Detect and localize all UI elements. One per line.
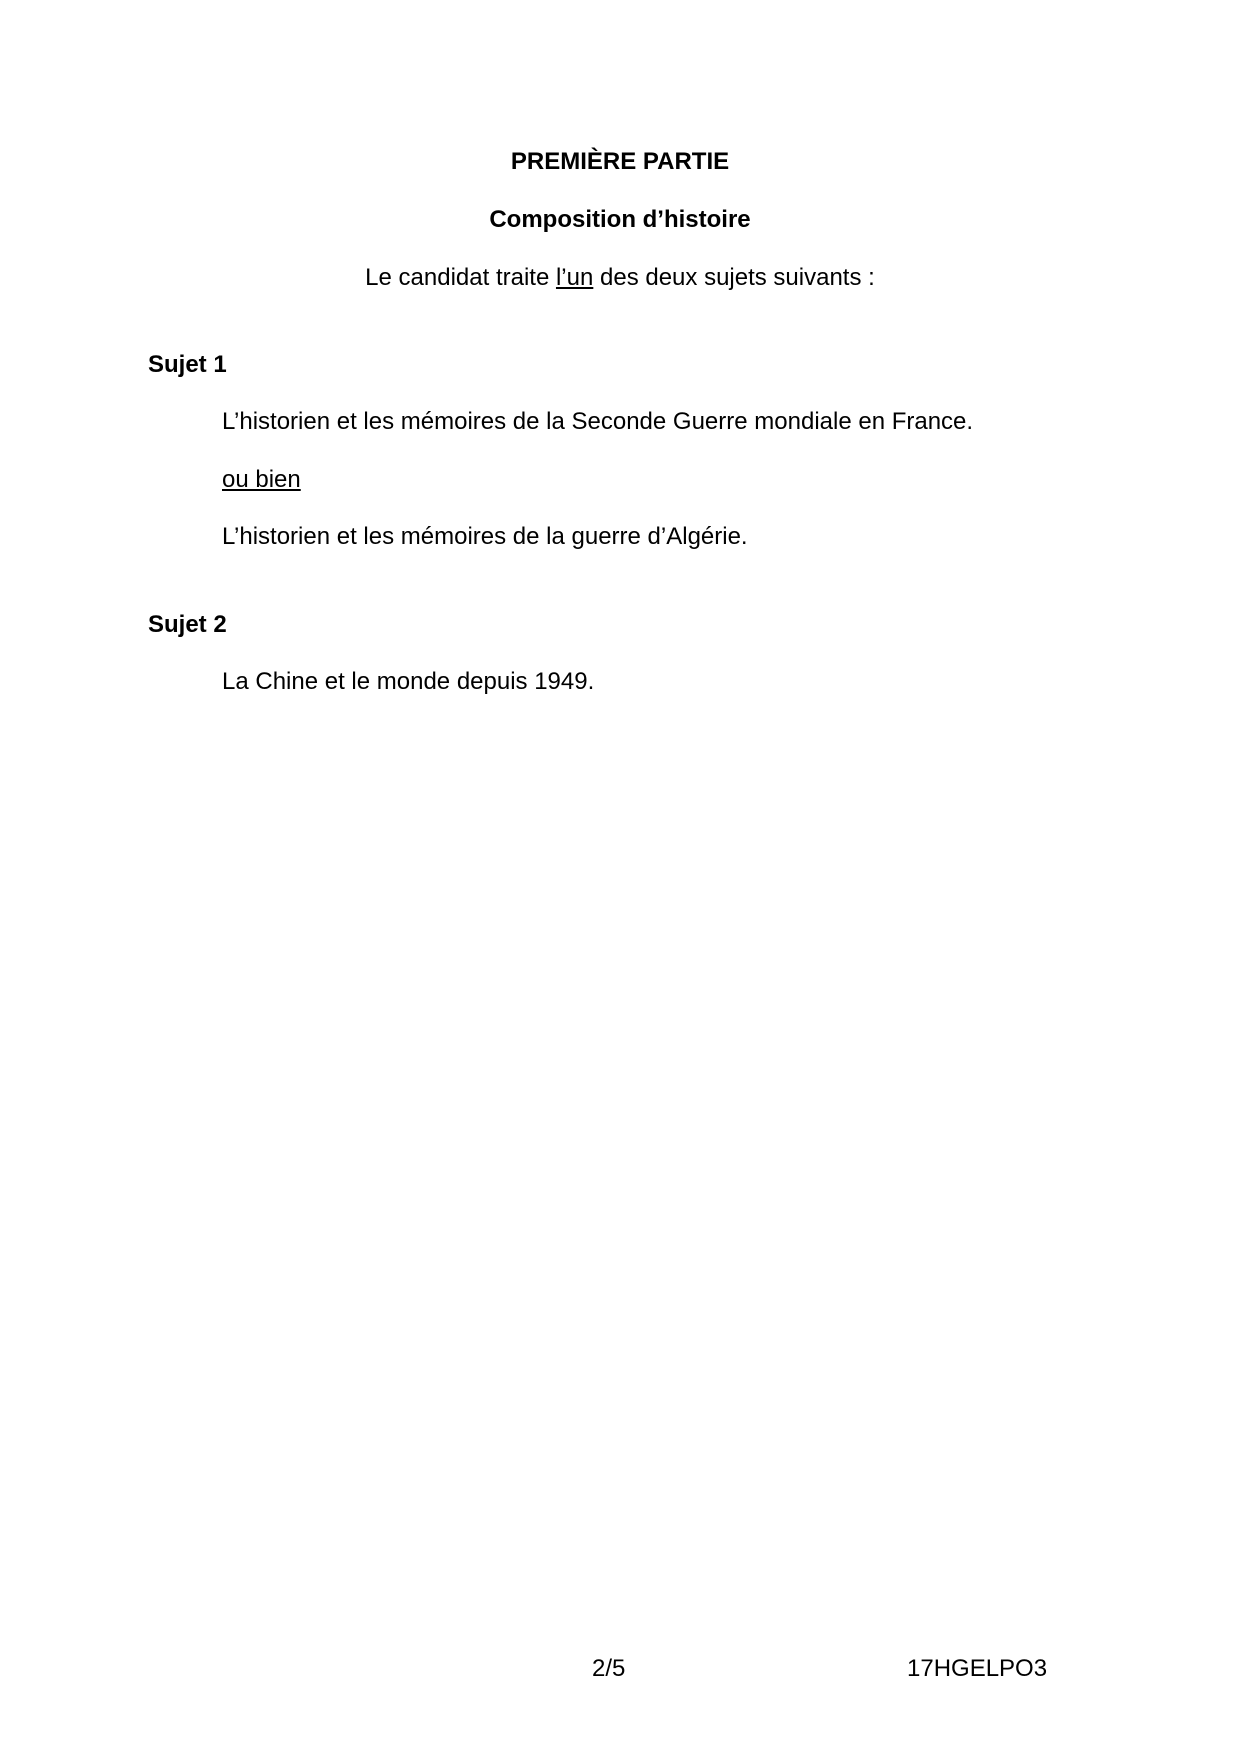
part-title: PREMIÈRE PARTIE xyxy=(510,148,730,175)
section-title: Composition d’histoire xyxy=(489,206,751,233)
subject-1-option-a: L’historien et les mémoires de la Seconde Guerre mondiale en France. xyxy=(222,408,974,435)
subject-2-heading: Sujet 2 xyxy=(148,611,227,638)
subject-1-separator: ou bien xyxy=(222,466,301,493)
subject-2-text: La Chine et le monde depuis 1949. xyxy=(222,668,595,695)
instruction-before: Le candidat traite xyxy=(365,264,556,291)
subject-1-heading: Sujet 1 xyxy=(148,351,227,378)
instruction-line xyxy=(0,263,1240,293)
exam-code: 17HGELPO3 xyxy=(907,1655,1048,1682)
subject-1-option-b: L’historien et les mémoires de la guerre d’Algérie. xyxy=(222,523,748,550)
page-number: 2/5 xyxy=(592,1655,626,1682)
instruction-underlined: l’un xyxy=(555,264,594,291)
instruction-after: des deux sujets suivants : xyxy=(593,264,875,291)
